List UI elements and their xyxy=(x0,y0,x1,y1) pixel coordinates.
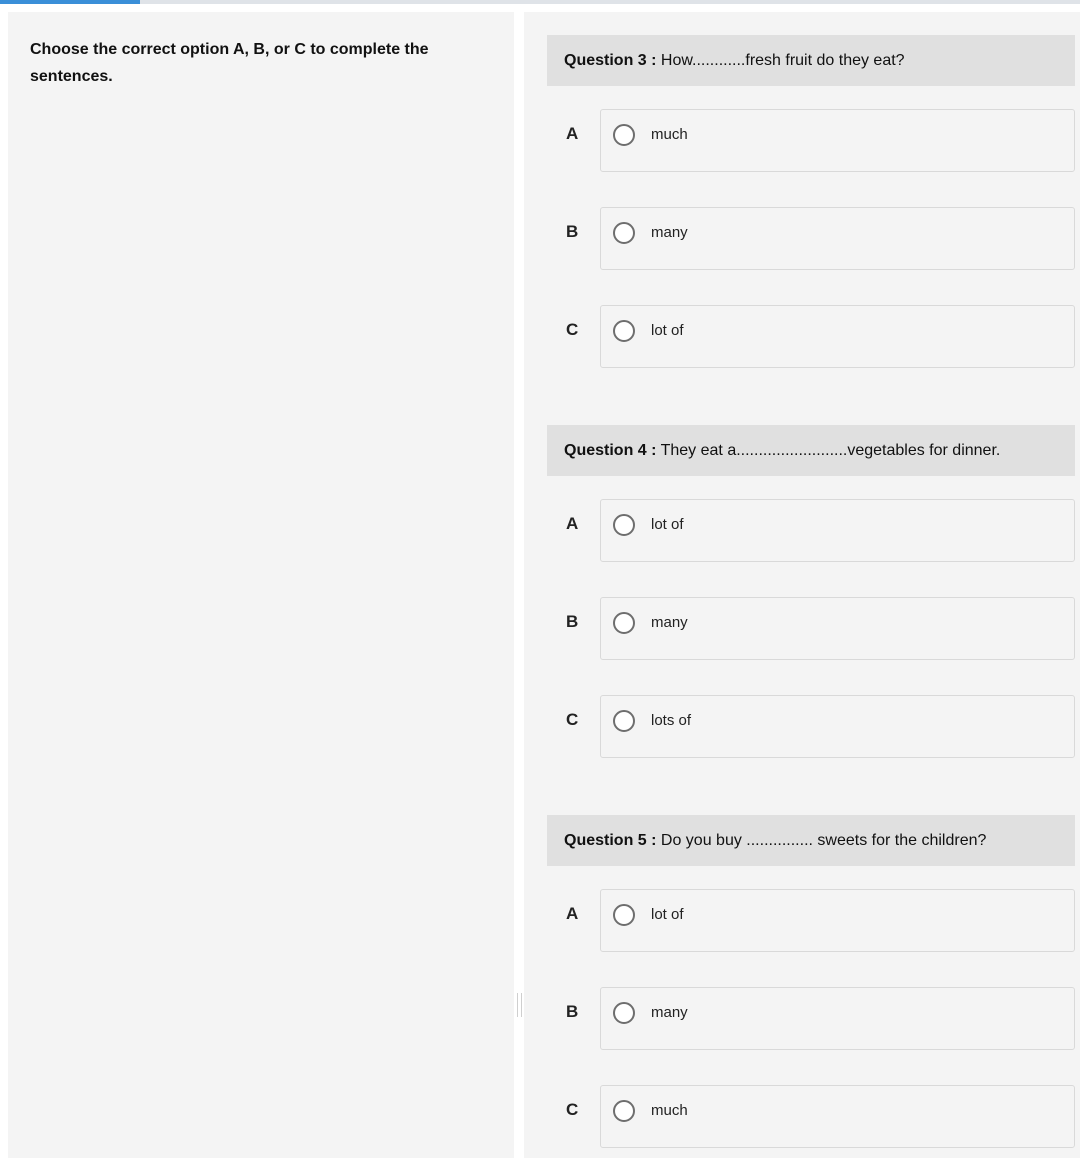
option-letter: C xyxy=(566,710,579,729)
progress-bar-fill xyxy=(0,0,140,4)
option-letter: C xyxy=(566,1100,579,1119)
progress-bar xyxy=(0,0,1080,4)
option-label: many xyxy=(651,224,688,241)
option-b-button[interactable] xyxy=(600,597,1075,660)
questions-panel xyxy=(524,12,1080,1158)
question-5 xyxy=(547,815,1075,1148)
option-letter: A xyxy=(566,124,579,143)
option-label: many xyxy=(651,614,688,631)
radio-unchecked-icon[interactable] xyxy=(613,1100,635,1122)
question-header xyxy=(547,815,1075,866)
option-letter: B xyxy=(566,1002,579,1021)
radio-unchecked-icon[interactable] xyxy=(613,710,635,732)
option-label: many xyxy=(651,1004,688,1021)
option-label: lots of xyxy=(651,712,692,729)
option-row-b xyxy=(547,597,1075,660)
option-letter: B xyxy=(566,612,579,631)
radio-unchecked-icon[interactable] xyxy=(613,612,635,634)
question-text: They eat a.........................vegetables for dinner. xyxy=(656,441,1001,459)
option-row-a xyxy=(547,499,1075,562)
question-3 xyxy=(547,35,1075,368)
option-letter: B xyxy=(566,222,579,241)
option-label: much xyxy=(651,1102,688,1119)
question-4 xyxy=(547,425,1075,758)
option-a-button[interactable] xyxy=(600,499,1075,562)
option-c-button[interactable] xyxy=(600,1085,1075,1148)
option-row-c xyxy=(547,695,1075,758)
option-c-button[interactable] xyxy=(600,305,1075,368)
radio-unchecked-icon[interactable] xyxy=(613,514,635,536)
option-row-a xyxy=(547,889,1075,952)
instruction-panel xyxy=(8,12,514,1158)
option-letter: A xyxy=(566,904,579,923)
option-row-b xyxy=(547,207,1075,270)
question-header xyxy=(547,425,1075,476)
radio-unchecked-icon[interactable] xyxy=(613,222,635,244)
radio-unchecked-icon[interactable] xyxy=(613,904,635,926)
radio-unchecked-icon[interactable] xyxy=(613,124,635,146)
option-row-a xyxy=(547,109,1075,172)
option-row-c xyxy=(547,1085,1075,1148)
question-number: Question 5 : xyxy=(564,831,657,849)
option-letter: A xyxy=(566,514,579,533)
radio-unchecked-icon[interactable] xyxy=(613,1002,635,1024)
question-number: Question 4 : xyxy=(564,441,657,459)
option-a-button[interactable] xyxy=(600,889,1075,952)
question-header xyxy=(547,35,1075,86)
question-text: Do you buy ............... sweets for the children? xyxy=(656,831,987,849)
option-b-button[interactable] xyxy=(600,207,1075,270)
option-b-button[interactable] xyxy=(600,987,1075,1050)
option-a-button[interactable] xyxy=(600,109,1075,172)
radio-unchecked-icon[interactable] xyxy=(613,320,635,342)
option-label: lot of xyxy=(651,322,684,339)
option-label: lot of xyxy=(651,906,684,923)
panel-resize-handle[interactable] xyxy=(517,993,522,1017)
option-label: lot of xyxy=(651,516,684,533)
question-text: How............fresh fruit do they eat? xyxy=(656,51,905,69)
option-label: much xyxy=(651,126,688,143)
option-c-button[interactable] xyxy=(600,695,1075,758)
option-row-c xyxy=(547,305,1075,368)
question-number: Question 3 : xyxy=(564,51,657,69)
instruction-text: Choose the correct option A, B, or C to complete the sentences. xyxy=(30,41,429,85)
option-row-b xyxy=(547,987,1075,1050)
option-letter: C xyxy=(566,320,579,339)
